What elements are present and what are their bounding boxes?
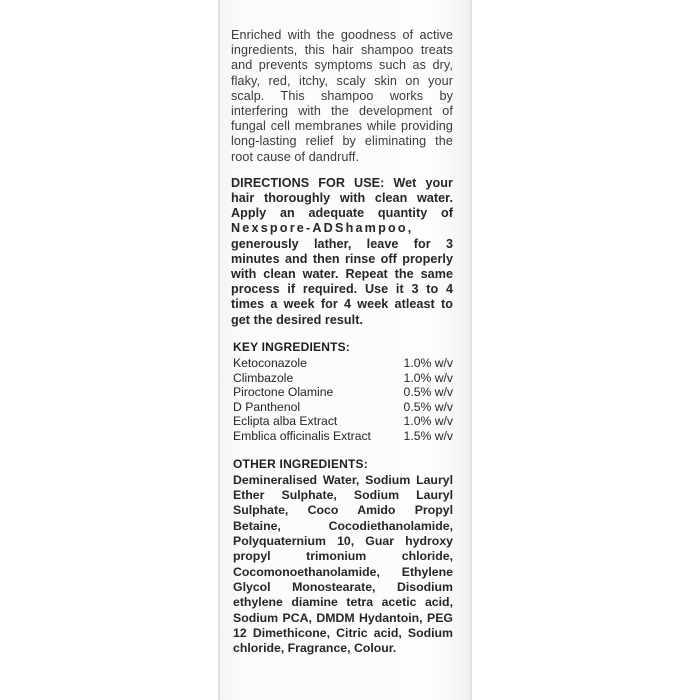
ingredient-row [233,385,453,400]
ingredient-row [233,400,453,415]
directions-text-after: generously lather, leave for 3 minutes and then rinse off properly with clean water. Repeat the same process if required. Use it 3 to 4 times a week for 4 week atleast to get the desired result. [231,236,453,327]
panel-left-edge [218,0,220,700]
other-ingredients-heading: OTHER INGREDIENTS: [233,456,368,471]
panel-right-edge [470,0,472,700]
ingredient-row [233,371,453,386]
directions-text-before: Wet your hair thoroughly with clean water. Apply an adequate quantity of [231,175,453,221]
ingredient-name: Eclipta alba Extract [233,414,338,429]
ingredient-name: Ketoconazole [233,356,307,371]
ingredient-value: 1.0% w/v [403,356,453,371]
ingredient-value: 1.0% w/v [403,370,453,385]
ingredient-name: Climbazole [233,370,294,385]
ingredient-value: 1.0% w/v [403,414,453,429]
ingredient-row [233,356,453,371]
ingredient-value: 1.5% w/v [403,429,453,444]
other-ingredients-text: Demineralised Water, Sodium Lauryl Ether Sulphate, Sodium Lauryl Sulphate, Coco Amido Propyl Betaine, Cocodiethanolamide, Polyquaternium 10, Guar hydroxy propyl trimonium chloride, Cocomonoethanolamide, Ethylene Glycol Monostearate, Disodium ethylene diamine tetra acetic acid, Sodium PCA, DMDM Hydantoin, PEG 12 Dimethicone, Citric acid, Sodium chloride, Fragrance, Colour. [233,472,453,656]
ingredient-value: 0.5% w/v [403,399,453,414]
ingredient-name: Piroctone Olamine [233,385,334,400]
ingredient-value: 0.5% w/v [403,385,453,400]
directions-label: DIRECTIONS FOR USE: [231,175,385,190]
ingredient-row [233,414,453,429]
key-ingredients-list [233,356,453,444]
ingredient-name: D Panthenol [233,399,301,414]
intro-paragraph: Enriched with the goodness of active ingredients, this hair shampoo treats and prevents symptoms such as dry, flaky, red, itchy, scaly skin on your scalp. This shampoo works by interfering with the development of fungal cell membranes while providing long-lasting relief by eliminating the root cause of dandruff. [231,28,453,164]
directions-paragraph [231,176,453,328]
ingredient-row [233,429,453,444]
product-name: Nexspore-ADShampoo, [231,221,414,236]
ingredient-name: Emblica officinalis Extract [233,429,371,444]
key-ingredients-heading: KEY INGREDIENTS: [233,339,350,354]
label-text [231,28,453,656]
